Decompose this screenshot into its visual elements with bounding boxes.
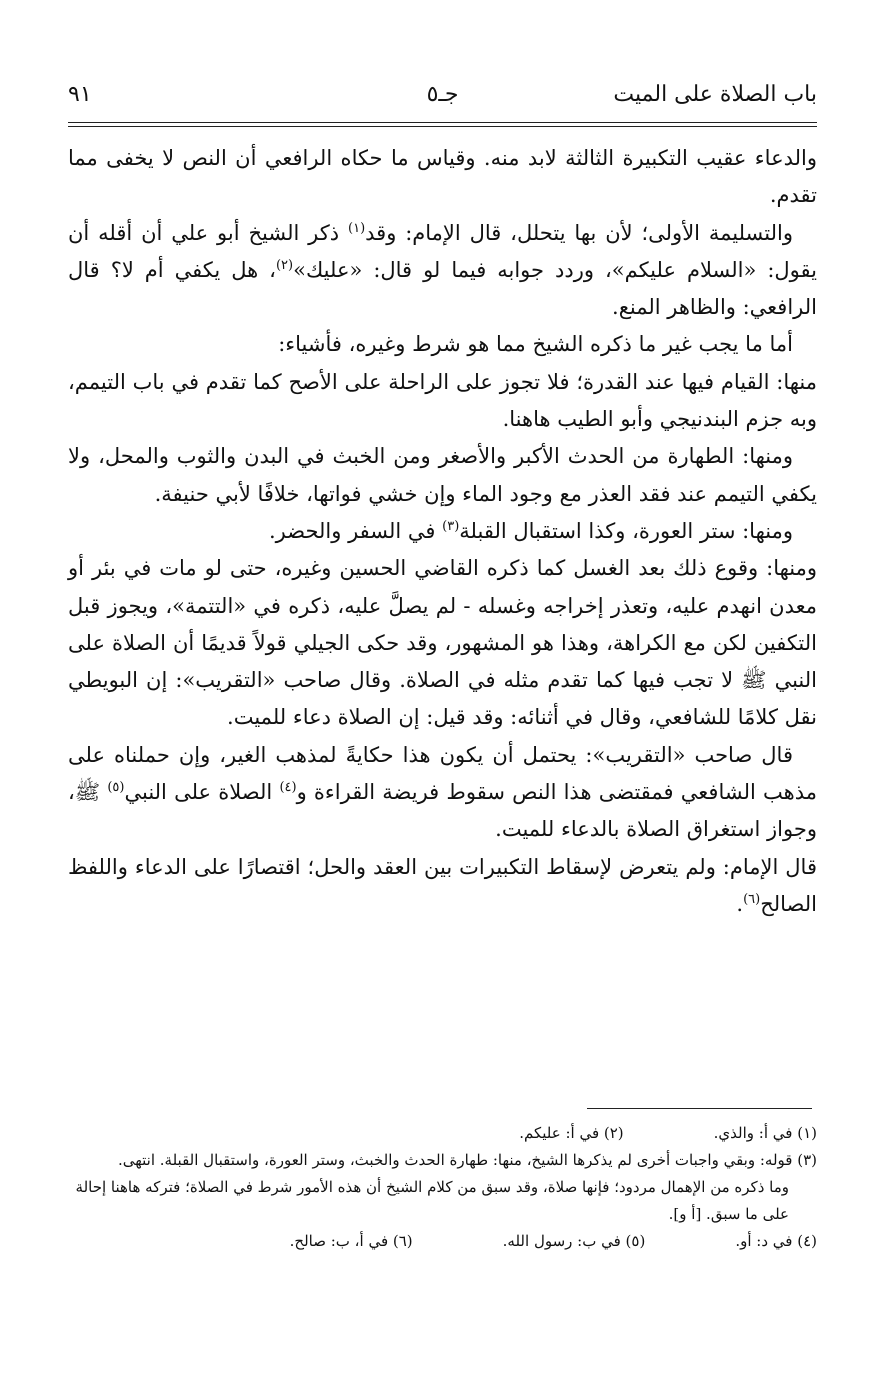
footnote-separator: [587, 1108, 812, 1109]
footnote: (١) في أ: والذي.: [713, 1124, 817, 1142]
paragraph: منها: القيام فيها عند القدرة؛ فلا تجوز على الراحلة على الأصح كما تقدم في باب التيمم، وبه جزم البندنيجي وأبو الطيب هاهنا.: [68, 369, 817, 432]
paragraph: ومنها: وقوع ذلك بعد الغسل كما ذكره القاضي الحسين وغيره، حتى لو مات في بئر أو معدن انهدم عليه، وتعذر إخراجه وغسله - لم يصلَّ عليه، ذكره في «التتمة»، ويجوز قبل التكفين لكن مع الكراهة، وهذا هو المشهور، وقد حكى الجيلي قولاً قديمًا أن الصلاة على النبي ﷺ لا تجب فيها كما تقدم مثله في الصلاة. وقال صاحب «التقريب»: إن البويطي نقل كلامًا للشافعي، وقال في أثنائه: وقد قيل: إن الصلاة دعاء للميت.: [68, 556, 817, 730]
footnote: (٦) في أ، ب: صالح.: [289, 1232, 413, 1250]
volume-label: جـ٥: [426, 82, 459, 107]
footnotes: [68, 1120, 817, 1255]
footnote-row: [68, 1228, 817, 1255]
page-number: ٩١: [68, 82, 92, 107]
footnote-ref[interactable]: (٤): [279, 780, 297, 796]
chapter-title: باب الصلاة على الميت: [613, 82, 817, 107]
paragraph: أما ما يجب غير ما ذكره الشيخ مما هو شرط وغيره، فأشياء:: [278, 332, 793, 357]
header-rule-thin: [68, 126, 817, 127]
paragraph: قال الإمام: ولم يتعرض لإسقاط التكبيرات بين العقد والحل؛ اقتصارًا على الدعاء واللفظ الصالح$^{(٦)}$.: [68, 854, 817, 916]
footnote-ref[interactable]: (٢): [275, 257, 294, 273]
footnote: (٤) في د: أو.: [735, 1232, 817, 1250]
paragraph: قال صاحب «التقريب»: يحتمل أن يكون هذا حكايةً لمذهب الغير، وإن حملناه على مذهب الشافعي فمقتضى هذا النص سقوط فريضة القراءة و$^{(٤)}$ الصلاة على النبي$^{(٥)}$ ﷺ، وجواز استغراق الصلاة بالدعاء للميت.: [68, 742, 817, 842]
main-text: [68, 140, 817, 923]
paragraph: والتسليمة الأولى؛ لأن بها يتحلل، قال الإمام: وقد$^{(١)}$ ذكر الشيخ أبو علي أن أقله أن يقول: «السلام عليكم»، وردد جوابه فيما لو قال: «عليك»$^{(٢)}$، هل يكفي أم لا؟ قال الرافعي: والظاهر المنع.: [68, 220, 817, 320]
footnote-continuation: وما ذكره من الإهمال مردود؛ فإنها صلاة، وقد سبق من كلام الشيخ أن هذه الأمور شرط في الصلاة؛ فتركه هاهنا إحالة على ما سبق. [أ و].: [75, 1178, 789, 1223]
footnote: (٢) في أ: عليكم.: [519, 1124, 624, 1142]
footnote-ref[interactable]: (١): [348, 220, 366, 236]
paragraph: ومنها: الطهارة من الحدث الأكبر والأصغر ومن الخبث في البدن والثوب والمحل، ولا يكفي التيمم عند فقد العذر مع وجود الماء وإن خشي فواتها، خلافًا لأبي حنيفة.: [68, 444, 817, 506]
header-rule: [68, 122, 817, 123]
footnote-ref[interactable]: (٦): [743, 891, 761, 907]
running-header: [68, 82, 817, 122]
paragraph: والدعاء عقيب التكبيرة الثالثة لابد منه. وقياس ما حكاه الرافعي أن النص لا يخفى مما تقدم.: [68, 146, 817, 208]
footnote: (٥) في ب: رسول الله.: [502, 1232, 646, 1250]
footnote-ref[interactable]: (٥): [107, 780, 125, 796]
footnote-ref[interactable]: (٣): [442, 518, 460, 534]
footnote-row: [68, 1120, 817, 1147]
paragraph: ومنها: ستر العورة، وكذا استقبال القبلة$^{(٣)}$ في السفر والحضر.: [269, 518, 793, 543]
footnote: (٣) قوله: وبقي واجبات أخرى لم يذكرها الشيخ، منها: طهارة الحدث والخبث، وستر العورة، واستقبال القبلة. انتهى.: [117, 1151, 817, 1169]
